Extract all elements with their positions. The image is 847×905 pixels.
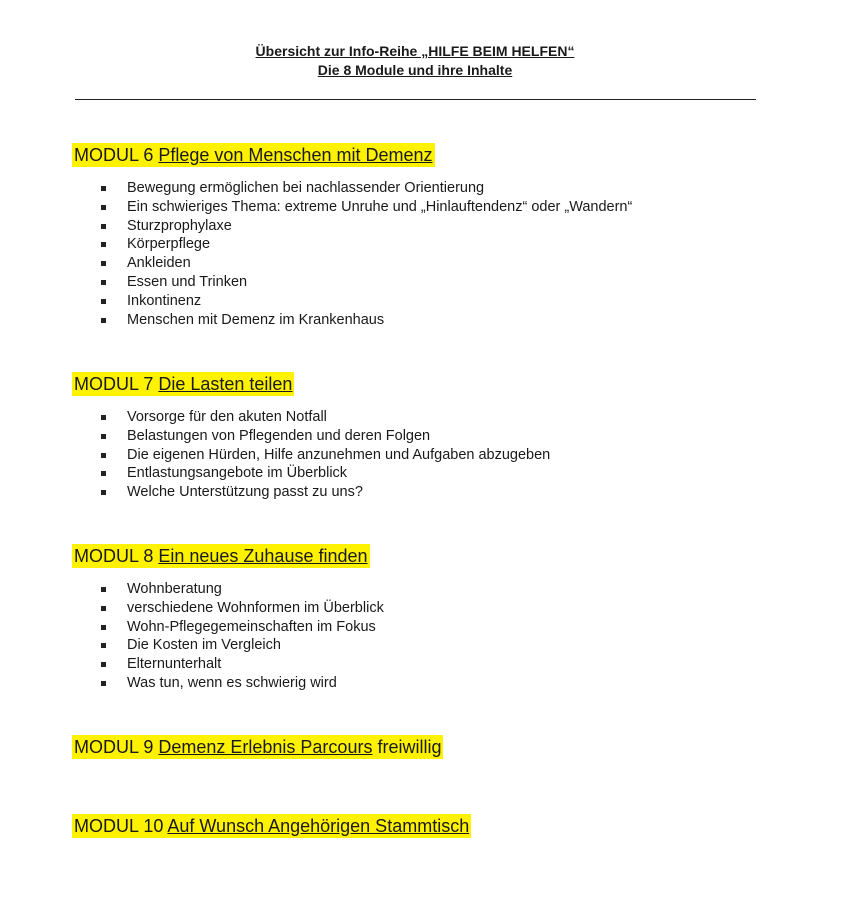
module-6-section	[72, 143, 632, 329]
list-item: Entlastungsangebote im Überblick	[72, 464, 550, 483]
module-title: Auf Wunsch Angehörigen Stammtisch	[167, 816, 470, 836]
list-item: Bewegung ermöglichen bei nachlassender Orientierung	[72, 179, 632, 198]
module-topic-list	[72, 179, 632, 329]
list-item: Elternunterhalt	[72, 655, 384, 674]
module-number: MODUL 7	[74, 374, 159, 394]
list-item: Wohn-Pflegegemeinschaften im Fokus	[72, 618, 384, 637]
module-title: Ein neues Zuhause finden	[158, 546, 368, 566]
list-item: Vorsorge für den akuten Notfall	[72, 408, 550, 427]
module-heading	[72, 372, 294, 396]
list-item: Die Kosten im Vergleich	[72, 636, 384, 655]
module-7-section	[72, 372, 550, 502]
document-header	[75, 42, 755, 80]
list-item: verschiedene Wohnformen im Überblick	[72, 599, 384, 618]
module-heading	[72, 735, 443, 759]
list-item: Wohnberatung	[72, 580, 384, 599]
document-subtitle: Die 8 Module und ihre Inhalte	[317, 62, 513, 78]
list-item: Belastungen von Pflegenden und deren Folgen	[72, 427, 550, 446]
module-9-section	[72, 735, 443, 759]
module-topic-list	[72, 408, 550, 502]
list-item: Sturzprophylaxe	[72, 217, 632, 236]
module-number: MODUL 10	[74, 816, 168, 836]
list-item: Menschen mit Demenz im Krankenhaus	[72, 311, 632, 330]
list-item: Welche Unterstützung passt zu uns?	[72, 483, 550, 502]
list-item: Ein schwieriges Thema: extreme Unruhe und „Hinlauftendenz“ oder „Wandern“	[72, 198, 632, 217]
module-number: MODUL 9	[74, 737, 159, 757]
list-item: Körperpflege	[72, 235, 632, 254]
module-number: MODUL 8	[74, 546, 159, 566]
list-item: Essen und Trinken	[72, 273, 632, 292]
module-title: Die Lasten teilen	[158, 374, 293, 394]
list-item: Ankleiden	[72, 254, 632, 273]
module-heading	[72, 143, 435, 167]
module-heading	[72, 544, 370, 568]
module-number: MODUL 6	[74, 145, 159, 165]
document-title: Übersicht zur Info-Reihe „HILFE BEIM HELFEN“	[255, 43, 575, 59]
module-heading	[72, 814, 471, 838]
module-title: Demenz Erlebnis Parcours	[158, 737, 373, 757]
list-item: Inkontinenz	[72, 292, 632, 311]
header-divider	[75, 99, 756, 100]
module-8-section	[72, 544, 384, 693]
list-item: Was tun, wenn es schwierig wird	[72, 674, 384, 693]
module-10-section	[72, 814, 471, 838]
module-suffix: freiwillig	[372, 737, 442, 757]
list-item: Die eigenen Hürden, Hilfe anzunehmen und Aufgaben abzugeben	[72, 446, 550, 465]
module-title: Pflege von Menschen mit Demenz	[158, 145, 433, 165]
module-topic-list	[72, 580, 384, 693]
